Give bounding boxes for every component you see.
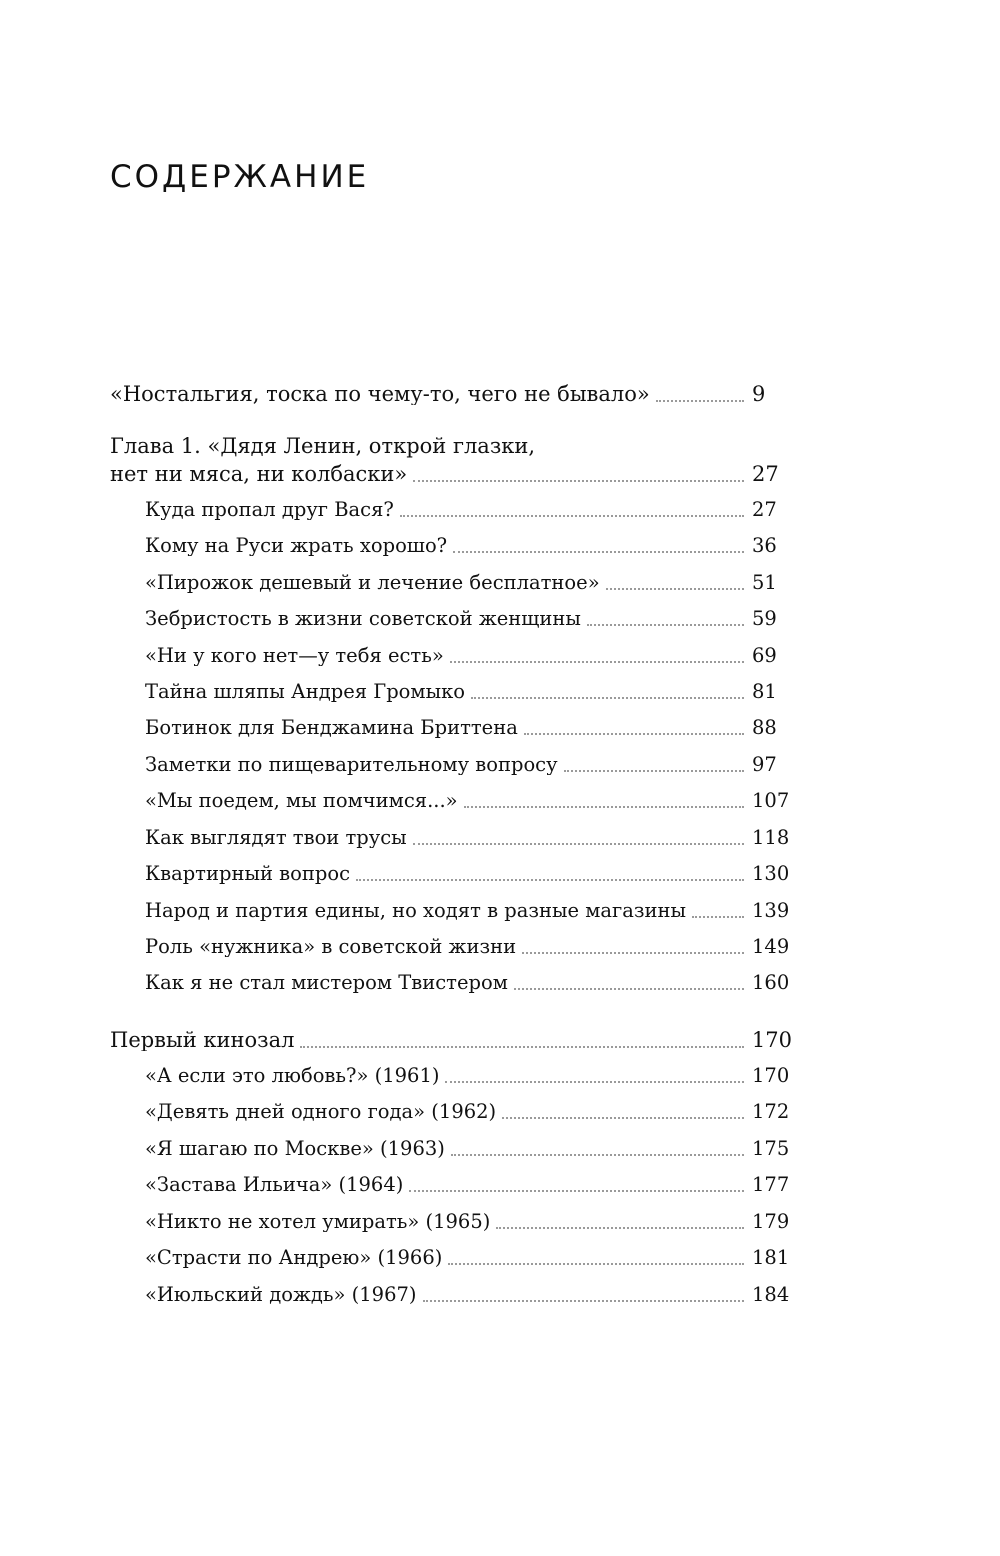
toc-page-number: 175: [752, 1137, 790, 1160]
toc-leader-dots: [413, 480, 744, 482]
toc-chapter-heading-line: Глава 1. «Дядя Ленин, открой глазки,: [110, 434, 536, 458]
toc-page-number: 181: [752, 1246, 790, 1269]
toc-page-number: 51: [752, 571, 777, 594]
toc-leader-dots: [464, 806, 744, 808]
toc-entry-title: нет ни мяса, ни колбаски»: [110, 464, 408, 485]
toc-entry-title: «Я шагаю по Москве» (1963): [145, 1139, 445, 1159]
toc-page-number: 184: [752, 1283, 790, 1306]
toc-leader-dots: [587, 624, 744, 626]
toc-entry[interactable]: [145, 1248, 792, 1268]
toc-entry[interactable]: [145, 1285, 792, 1305]
toc-entry[interactable]: [110, 1030, 792, 1051]
toc-entry[interactable]: [110, 464, 792, 485]
toc-page-number: 118: [752, 826, 790, 849]
toc-entry-title: Зебристость в жизни советской женщины: [145, 609, 581, 629]
toc-entry[interactable]: [145, 500, 792, 520]
toc-page-number: 36: [752, 534, 777, 557]
toc-entry-title: Куда пропал друг Вася?: [145, 500, 394, 520]
toc-leader-dots: [400, 515, 744, 517]
toc-leader-dots: [524, 733, 744, 735]
toc-entry-title: «Застава Ильича» (1964): [145, 1175, 404, 1195]
toc-entry[interactable]: [145, 864, 792, 884]
toc-leader-dots: [656, 400, 744, 402]
toc-leader-dots: [514, 988, 744, 990]
toc-entry-title: «А если это любовь?» (1961): [145, 1066, 440, 1086]
toc-entry-title: «Ностальгия, тоска по чему-то, чего не бывало»: [110, 384, 650, 405]
toc-entry[interactable]: [145, 828, 792, 848]
toc-entry[interactable]: [145, 609, 792, 629]
toc-entry-title: Как я не стал мистером Твистером: [145, 973, 508, 993]
toc-page-number: 139: [752, 899, 790, 922]
toc-entry[interactable]: [145, 682, 792, 702]
toc-entry-title: Как выглядят твои трусы: [145, 828, 407, 848]
toc-entry[interactable]: [145, 1102, 792, 1122]
toc-page-number: 149: [752, 935, 790, 958]
toc-leader-dots: [564, 770, 744, 772]
toc-entry-title: Квартирный вопрос: [145, 864, 351, 884]
toc-entry[interactable]: [145, 1066, 792, 1086]
toc-entry-title: «Мы поедем, мы помчимся...»: [145, 791, 458, 811]
toc-entry[interactable]: [145, 1212, 792, 1232]
toc-page-number: 170: [752, 1064, 790, 1087]
toc-leader-dots: [471, 697, 744, 699]
toc-entry[interactable]: [145, 1139, 792, 1159]
toc-page-number: 27: [752, 498, 777, 521]
toc-page-number: 172: [752, 1100, 790, 1123]
toc-leader-dots: [692, 916, 744, 918]
toc-page-number: 88: [752, 716, 777, 739]
toc-entry-title: Первый кинозал: [110, 1030, 295, 1051]
toc-leader-dots: [450, 661, 744, 663]
toc-page-number: 9: [752, 382, 766, 406]
toc-entry-title: Тайна шляпы Андрея Громыко: [145, 682, 466, 702]
toc-entry-title: «Пирожок дешевый и лечение бесплатное»: [145, 573, 600, 593]
toc-entry-title: «Никто не хотел умирать» (1965): [145, 1212, 491, 1232]
page-title: СОДЕРЖАНИЕ: [110, 159, 370, 195]
toc-entry-title: Ботинок для Бенджамина Бриттена: [145, 718, 518, 738]
toc-entry[interactable]: [145, 646, 792, 666]
toc-leader-dots: [423, 1300, 745, 1302]
toc-leader-dots: [448, 1263, 744, 1265]
toc-entry-title: «Девять дней одного года» (1962): [145, 1102, 497, 1122]
toc-entry[interactable]: [145, 791, 792, 811]
toc-entry[interactable]: [145, 718, 792, 738]
toc-entry-title: Роль «нужника» в советской жизни: [145, 937, 517, 957]
toc-page-number: 179: [752, 1210, 790, 1233]
toc-leader-dots: [453, 551, 744, 553]
toc-entry-title: «Июльский дождь» (1967): [145, 1285, 417, 1305]
toc-entry[interactable]: [145, 536, 792, 556]
toc-leader-dots: [502, 1117, 744, 1119]
toc-entry[interactable]: [145, 573, 792, 593]
toc-page-number: 69: [752, 644, 777, 667]
toc-entry[interactable]: [145, 937, 792, 957]
toc-entry[interactable]: [145, 901, 792, 921]
toc-page-number: 107: [752, 789, 790, 812]
toc-entry[interactable]: [145, 755, 792, 775]
toc-entry[interactable]: [110, 384, 792, 405]
toc-page-number: 97: [752, 753, 777, 776]
toc-page-number: 81: [752, 680, 777, 703]
toc-leader-dots: [451, 1154, 744, 1156]
toc-entry[interactable]: [145, 1175, 792, 1195]
toc-leader-dots: [409, 1190, 744, 1192]
toc-leader-dots: [522, 952, 744, 954]
toc-page-number: 177: [752, 1173, 790, 1196]
toc-entry-title: Кому на Руси жрать хорошо?: [145, 536, 448, 556]
toc-page-number: 59: [752, 607, 777, 630]
toc-leader-dots: [413, 843, 744, 845]
toc-page-number: 130: [752, 862, 790, 885]
toc-entry-title: «Ни у кого нет—у тебя есть»: [145, 646, 444, 666]
toc-leader-dots: [606, 588, 744, 590]
toc-leader-dots: [300, 1046, 743, 1048]
toc-entry-title: Заметки по пищеварительному вопросу: [145, 755, 558, 775]
toc-leader-dots: [445, 1081, 744, 1083]
toc-entry-title: «Страсти по Андрею» (1966): [145, 1248, 443, 1268]
toc-leader-dots: [356, 879, 744, 881]
toc-entry-title: Народ и партия едины, но ходят в разные магазины: [145, 901, 687, 921]
toc-leader-dots: [496, 1227, 744, 1229]
toc-page-number: 170: [751, 1028, 792, 1052]
toc-page-number: 160: [752, 971, 790, 994]
toc-entry[interactable]: [145, 973, 792, 993]
toc-page-number: 27: [752, 462, 779, 486]
